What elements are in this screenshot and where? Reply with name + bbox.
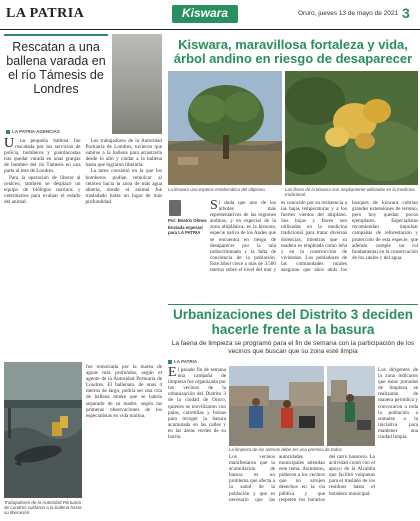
whale-paragraph: La tarea consistió en la que los bomberos podían remolcar al cetáceo hacia la zona de más agua abierta, donde el animal fue trasladado hasta un lugar de más profundidad. — [85, 168, 162, 205]
byline-marker-icon — [168, 360, 172, 364]
newspaper-brand: LA PATRIA — [6, 6, 85, 21]
whale-body — [4, 138, 162, 205]
whale-headline-box — [4, 34, 108, 134]
whale-photo-caption: Trabajadores de la Autoridad Portuaria de Londres cuidaron a la ballena hasta su liberación. — [4, 500, 82, 515]
author-role: Enviada especial para LA PATRIA — [168, 225, 203, 235]
whale-paragraph: Para la operación de liberar al cetáceo, también se desplazó un equipo de biólogos marinos y veterinarios para evaluar el estado del animal. — [4, 174, 81, 205]
whale-paragraph: Los trabajadores de la Autoridad Portuaria de Londres, tuvieron que subirse a la ballena para arrastrarla desde lo alto y ciudar a la ballena hasta que lograron liberarla. — [85, 138, 162, 169]
whale-photo-strip — [112, 34, 162, 134]
dateline: Oruro, jueves 13 de mayo de 2021 — [298, 10, 399, 17]
district-photo-caption: La limpieza de las arterias debe ser una premisa de todos. — [229, 447, 343, 452]
whale-article — [4, 34, 162, 517]
district-body-left — [168, 367, 226, 517]
district-deck: La faena de limpieza se programó para el fin de semana con la participación de los vecinos que buscan que su zona esté limpia — [171, 340, 415, 355]
kiswara-headline: Kiswara, maravillosa fortaleza y vida, árbol andino en riesgo de desaparecer — [173, 37, 413, 66]
district-dropcap: E — [168, 367, 177, 380]
page-header — [0, 0, 420, 30]
district-cleanup-image — [229, 366, 324, 446]
page-number: 3 — [402, 5, 410, 21]
author-box — [168, 200, 208, 252]
district-byline — [168, 359, 197, 364]
district-street-image — [327, 366, 375, 446]
kiswara-photo-flowers — [285, 71, 418, 185]
author-name: Por: Beatriz Olmos — [168, 218, 207, 223]
whale-byline — [6, 129, 60, 134]
kiswara-photo-tree — [168, 71, 282, 185]
whale-byline-text: LA PATRIA AGENCIAS — [12, 129, 60, 134]
byline-marker-icon — [6, 130, 10, 134]
kiswara-body — [210, 200, 418, 302]
whale-paragraph: na pequeña ballena fue rescatada por los servicios de policía, bomberos y guardacostas tras quedar varada en unas granjas de bombeo del río Támesis en una parte al este de Londres. — [4, 138, 81, 175]
whale-photo — [4, 362, 82, 498]
whale-headline: Rescatan a una ballena varada en el río Támesis de Londres — [6, 40, 106, 96]
whale-body-continued: fue remolcada por la marea de aguas más profundas, según el agente de la Autoridad Portuaria de Londres. El ballenato, de unos 4 metros de largo, podría ser una cría de ballena minke que se habría separado de su madre, según las primeras observaciones de los especialistas en vida marina. — [86, 364, 162, 419]
kiswara-dropcap: S — [210, 200, 218, 213]
district-divider — [168, 304, 418, 305]
kiswara-flowers-caption: Las flores de la kiswara son ampliamente utilizadas en la medicina tradicional. — [285, 187, 415, 197]
author-avatar — [169, 200, 181, 216]
district-body-right: Los dirigentes de la zona indicaron que estas jornadas de limpieza se realizarán de manera periódica y convocaron a toda la población a sumarse a la iniciativa para mantener una ciudad limpia. — [378, 367, 418, 441]
district-byline-text: LA PATRIA — [174, 359, 198, 364]
kiswara-tree-image — [168, 71, 282, 185]
district-photo-cleanup — [229, 366, 324, 446]
district-photo-street — [327, 366, 375, 446]
district-headline: Urbanizaciones del Distrito 3 deciden hacerle frente a la basura — [172, 307, 414, 337]
kiswara-body-text: i duda que uno de los árboles más representativos de las regiones andinas, y en especial de la zona altiplánica, es la kiswara, especie nativa de los Andes que se encuentra en riesgo de desaparecer por la tala indiscriminada y la falta de conciencia de la población. Este árbol crece a más de 3.500 metros sobre el nivel del mar y es conocido por su resistencia a las bajas temperaturas y a los fuertes vientos del altiplano. Sus hojas y flores son utilizadas en la medicina tradicional para tratar diversas dolencias, mientras que su madera es empleada como leña y en la construcción de viviendas. Los pobladores de las comunidades rurales aseguran que años atrás los bosques de kiswara cubrían grandes extensiones de terreno, pero hoy quedan pocos ejemplares. Especialistas recomiendan impulsar campañas de reforestación y protección de esta especie, que además cumple un rol fundamental en la conservación de los suelos y del agua. — [210, 200, 418, 274]
district-body-middle: Los vecinos manifestaron que la acumulación de basura es un problema que afecta a la salud de la población y que es necesario que las autoridades municipales atiendan este tema. Asimismo, pidieron a los vecinos que no arrojen desechos en la vía pública y que respeten los horarios del carro basurero. La actividad contó con el apoyo de la Alcaldía que facilitó volquetas para el traslado de los residuos hasta el botadero municipal. — [229, 454, 375, 503]
kiswara-tree-caption: La kiswara una especie emblemática del altiplano. — [168, 187, 266, 192]
whale-photo-image — [4, 362, 82, 498]
district-body-left-text: l pasado fin de semana una campaña de limpieza fue organizada por los vecinos de la urbanización del Distrito 3 de la ciudad de Oruro, quienes se movilizaron con palas, carretillas y bolsas para recoger la basura acumulada en las calles y en las áreas verdes de su barrio. — [168, 367, 226, 441]
section-banner — [172, 5, 238, 23]
whale-dropcap: U — [4, 136, 15, 151]
kiswara-flowers-image — [285, 71, 418, 185]
section-label: Kiswara — [181, 6, 229, 20]
